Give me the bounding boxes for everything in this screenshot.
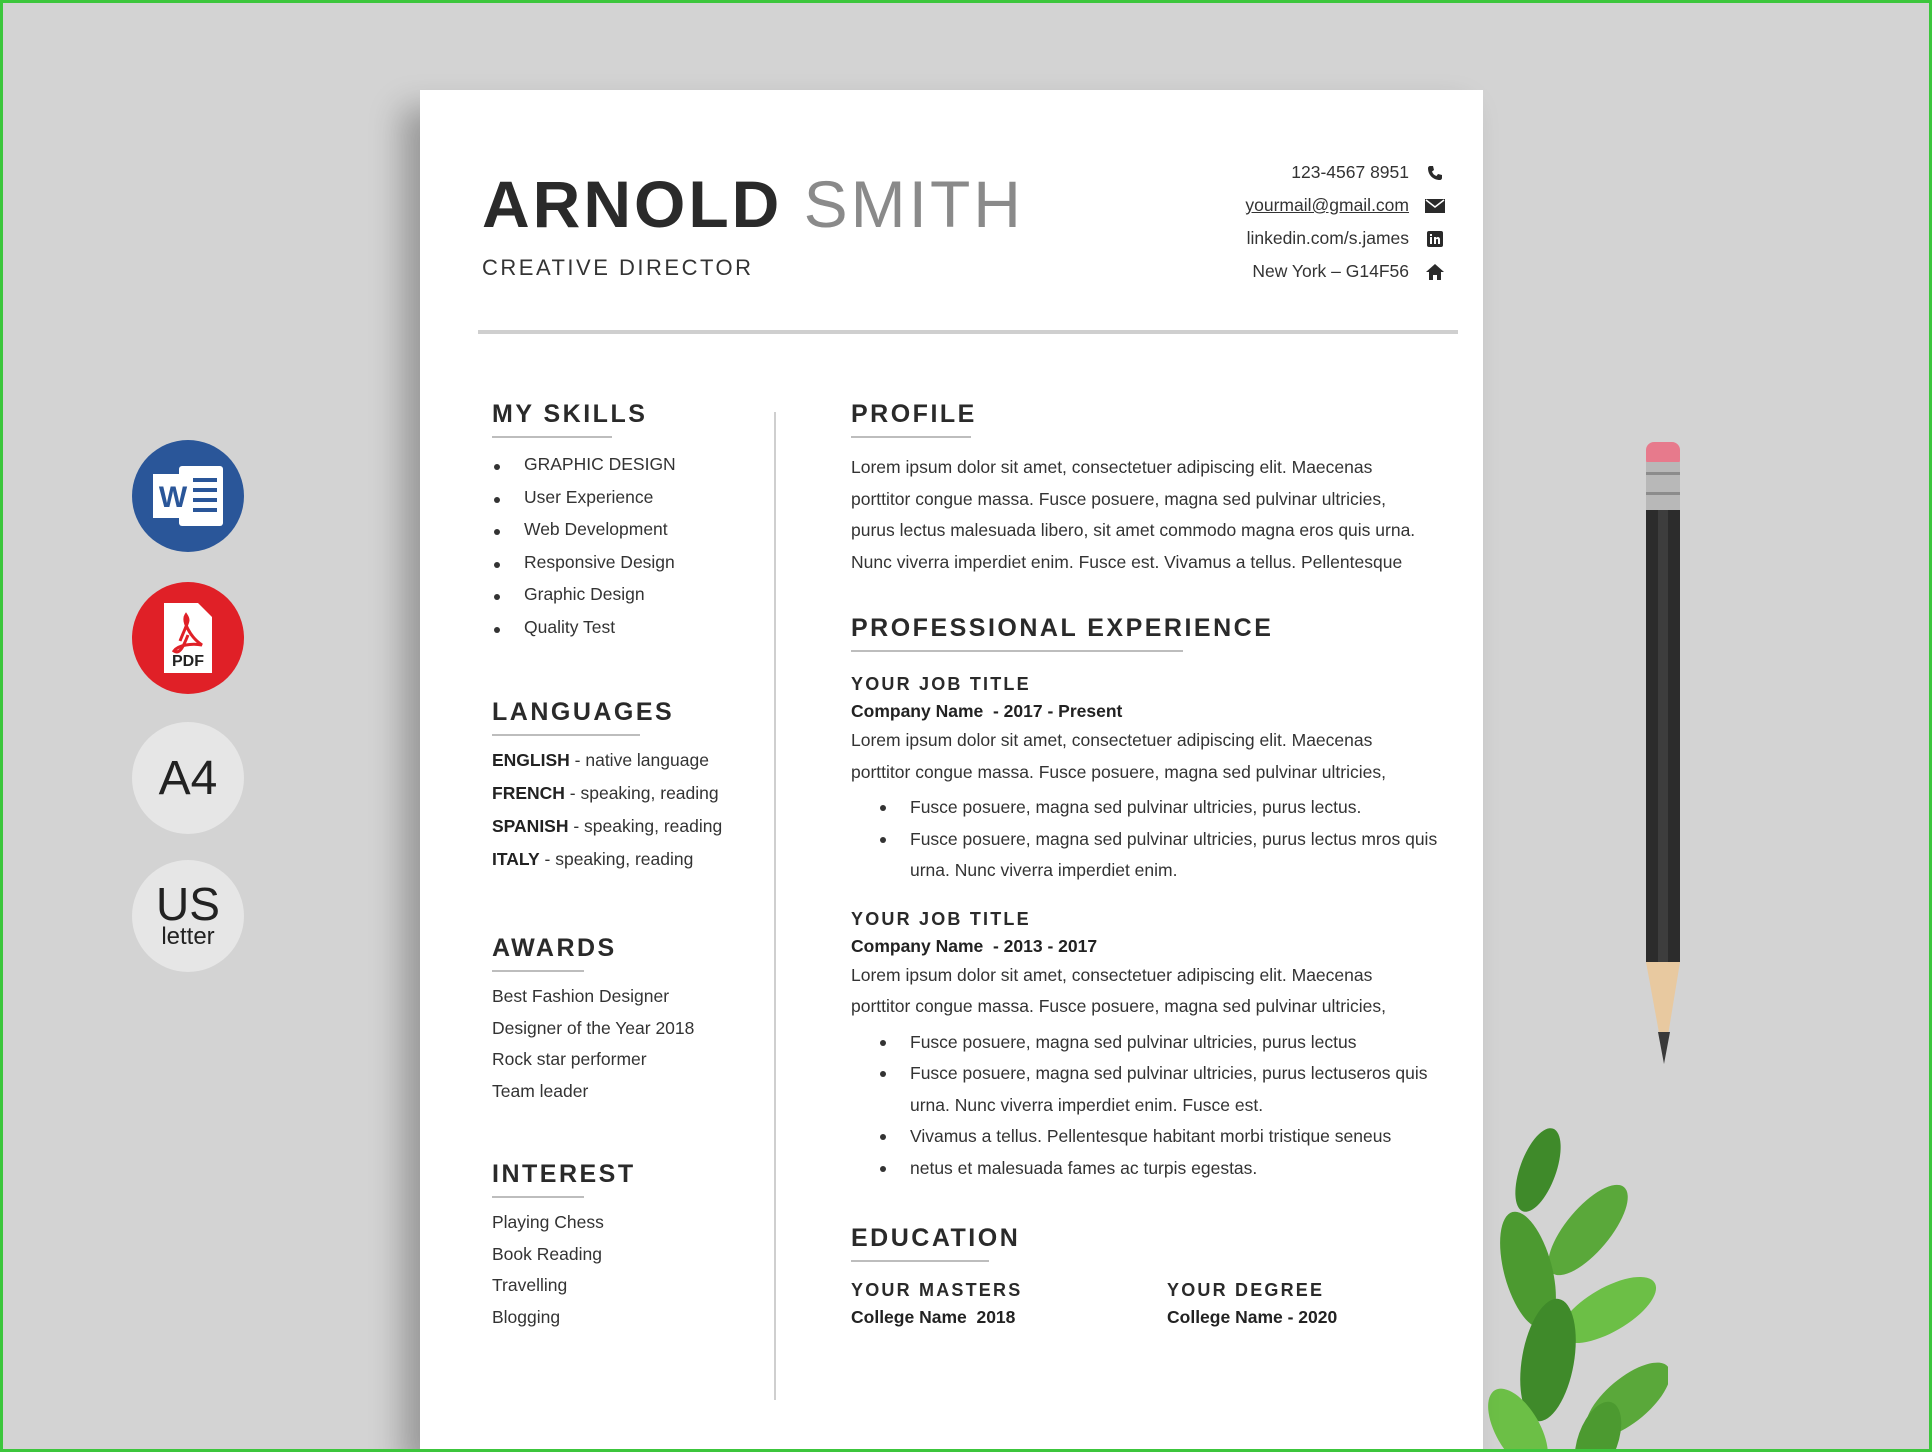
education-college: College Name 2018 (851, 1307, 1016, 1327)
job-entry-bullets (851, 1027, 1441, 1185)
education-item (851, 1280, 1167, 1328)
award-item: Designer of the Year 2018 (492, 1017, 695, 1038)
linkedin-icon (1425, 229, 1445, 249)
language-item: FRENCH - speaking, reading (492, 783, 719, 803)
contact-address (1085, 255, 1445, 288)
pdf-format-badge[interactable] (132, 582, 244, 694)
languages-section (492, 698, 722, 882)
word-format-badge[interactable] (132, 440, 244, 552)
job-entry-bullets (851, 792, 1441, 887)
awards-heading: AWARDS (492, 934, 617, 972)
interest-item: Blogging (492, 1306, 561, 1327)
interest-item: Travelling (492, 1275, 568, 1296)
job-entry (851, 674, 1441, 887)
home-icon (1425, 262, 1445, 282)
skill-item: User Experience (492, 487, 676, 520)
skill-item: Web Development (492, 519, 676, 552)
svg-text:PDF: PDF (172, 653, 204, 670)
education-list (851, 1280, 1441, 1328)
interest-heading: INTEREST (492, 1160, 636, 1198)
job-bullet: Vivamus a tellus. Pellentesque habitant morbi tristique seneus (851, 1121, 1441, 1153)
award-item: Team leader (492, 1080, 589, 1101)
experience-heading: PROFESSIONAL EXPERIENCE (851, 614, 1273, 652)
svg-text:W: W (158, 481, 188, 514)
a4-format-badge[interactable] (132, 722, 244, 834)
profile-text: Lorem ipsum dolor sit amet, consectetuer adipiscing elit. Maecenas porttitor congue massa. Fusce posuere, magna sed pulvinar ultricies, purus lectus malesuada libero, sit amet commodo magna eros quis urna. Nunc viverra imperdiet enim. Fusce est. Vivamus a tellus. Pellentesque (851, 457, 1416, 572)
resume-page (420, 90, 1483, 1452)
address-text: New York – G14F56 (1252, 261, 1409, 281)
skill-item: GRAPHIC DESIGN (492, 454, 676, 487)
skills-heading: MY SKILLS (492, 400, 647, 438)
contact-phone (1085, 156, 1445, 189)
skill-item: Quality Test (492, 617, 676, 650)
award-item: Rock star performer (492, 1049, 647, 1070)
language-item: ITALY - speaking, reading (492, 849, 694, 869)
job-entry-description: Lorem ipsum dolor sit amet, consectetuer adipiscing elit. Maecenas porttitor congue massa. Fusce posuere, magna sed pulvinar ultricies, (851, 964, 1386, 1016)
education-item (1167, 1280, 1337, 1328)
job-entry-title: YOUR JOB TITLE (851, 674, 1031, 694)
language-item: SPANISH - speaking, reading (492, 816, 723, 836)
right-column (851, 400, 1441, 1328)
job-entry-description: Lorem ipsum dolor sit amet, consectetuer adipiscing elit. Maecenas porttitor congue massa. Fusce posuere, magna sed pulvinar ultricies, (851, 730, 1386, 782)
us-label: US (156, 878, 220, 930)
contact-linkedin (1085, 222, 1445, 255)
email-link[interactable]: yourmail@gmail.com (1245, 195, 1409, 215)
job-entry-company: Company Name - 2013 - 2017 (851, 935, 1098, 956)
awards-section (492, 934, 694, 1112)
job-entry (851, 909, 1441, 1185)
education-heading: EDUCATION (851, 1224, 1020, 1262)
education-college: College Name - 2020 (1167, 1307, 1338, 1327)
pdf-icon (158, 601, 218, 675)
phone-text: 123-4567 8951 (1291, 162, 1409, 182)
award-item: Best Fashion Designer (492, 986, 670, 1006)
interest-section (492, 1160, 636, 1338)
linkedin-text[interactable]: linkedin.com/s.james (1246, 228, 1409, 248)
job-bullet: netus et malesuada fames ac turpis egestas. (851, 1153, 1441, 1185)
mail-icon (1425, 196, 1445, 216)
education-degree: YOUR DEGREE (1167, 1280, 1325, 1300)
header-divider (478, 330, 1458, 334)
language-item: ENGLISH - native language (492, 750, 709, 770)
word-icon (149, 460, 227, 532)
letter-label: letter (161, 923, 215, 950)
a4-label: A4 (158, 751, 218, 805)
first-name: ARNOLD (482, 167, 783, 241)
contact-email (1085, 189, 1445, 222)
candidate-name (482, 166, 1024, 242)
pencil-illustration (1640, 442, 1688, 1072)
job-bullet: Fusce posuere, magna sed pulvinar ultricies, purus lectus (851, 1027, 1441, 1059)
us-letter-format-badge[interactable] (132, 860, 244, 972)
phone-icon (1425, 163, 1445, 183)
interest-item: Playing Chess (492, 1212, 604, 1232)
skills-list (492, 454, 676, 650)
plant-illustration (1478, 1110, 1668, 1452)
interest-list (492, 1212, 636, 1338)
education-degree: YOUR MASTERS (851, 1280, 1023, 1300)
profile-heading: PROFILE (851, 400, 977, 438)
job-title: CREATIVE DIRECTOR (482, 255, 754, 280)
languages-heading: LANGUAGES (492, 698, 674, 736)
job-bullet: Fusce posuere, magna sed pulvinar ultricies, purus lectuseros quis urna. Nunc viverra imperdiet enim. Fusce est. (851, 1058, 1441, 1121)
skill-item: Responsive Design (492, 552, 676, 585)
contact-info (1085, 156, 1445, 288)
job-bullet: Fusce posuere, magna sed pulvinar ultricies, purus lectus mros quis urna. Nunc viverra imperdiet enim. (851, 824, 1441, 887)
skill-item: Graphic Design (492, 584, 676, 617)
awards-list (492, 986, 694, 1112)
skills-section (492, 400, 676, 650)
job-bullet: Fusce posuere, magna sed pulvinar ultricies, purus lectus. (851, 792, 1441, 824)
interest-item: Book Reading (492, 1243, 602, 1264)
job-entry-title: YOUR JOB TITLE (851, 908, 1031, 929)
job-entry-company: Company Name - 2017 - Present (851, 701, 1123, 721)
last-name: SMITH (803, 167, 1024, 241)
column-divider (774, 412, 776, 1400)
